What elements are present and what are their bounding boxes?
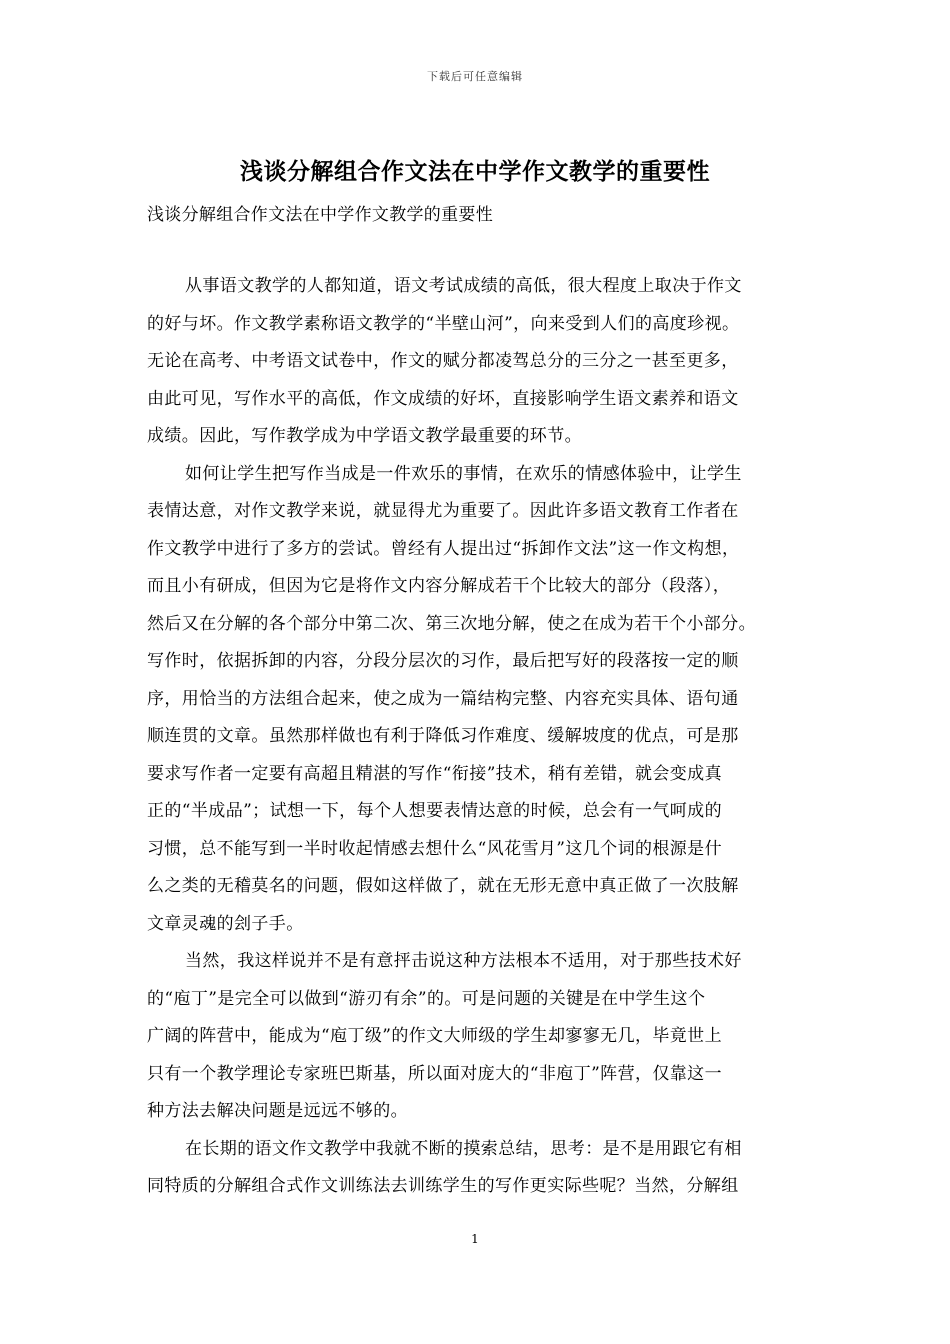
document-subtitle: 浅谈分解组合作文法在中学作文教学的重要性 bbox=[147, 205, 493, 225]
text-line: 当然，我这样说并不是有意抨击说这种方法根本不适用，对于那些技术好 bbox=[185, 951, 742, 971]
text-line: 正的“半成品”；试想一下，每个人想要表情达意的时候，总会有一气呵成的 bbox=[147, 801, 722, 821]
document-title: 浅谈分解组合作文法在中学作文教学的重要性 bbox=[240, 158, 710, 185]
text-line: 作文教学中进行了多方的尝试。曾经有人提出过“拆卸作文法”这一作文构想， bbox=[147, 538, 740, 559]
text-line: 习惯，总不能写到一半时收起情感去想什么“风花雪月”这几个词的根源是什 bbox=[147, 838, 722, 859]
text-line: 只有一个教学理论专家班巴斯基，所以面对庞大的“非庖丁”阵营，仅靠这一 bbox=[147, 1063, 722, 1084]
text-line: 如何让学生把写作当成是一件欢乐的事情，在欢乐的情感体验中，让学生 bbox=[185, 463, 742, 484]
text-line: 序，用恰当的方法组合起来，使之成为一篇结构完整、内容充实具体、语句通 bbox=[147, 688, 739, 709]
text-line: 同特质的分解组合式作文训练法去训练学生的写作更实际些呢？当然，分解组 bbox=[147, 1176, 739, 1196]
text-line: 顺连贯的文章。虽然那样做也有利于降低习作难度、缓解坡度的优点，可是那 bbox=[147, 726, 739, 746]
text-line: 么之类的无稽莫名的问题，假如这样做了，就在无形无意中真正做了一次肢解 bbox=[147, 876, 739, 896]
text-line: 而且小有研成，但因为它是将作文内容分解成若干个比较大的部分（段落）， bbox=[147, 576, 731, 596]
body-text bbox=[147, 268, 809, 1206]
page-header: 下载后可任意编辑 bbox=[427, 70, 523, 83]
text-line: 文章灵魂的刽子手。 bbox=[147, 913, 304, 934]
text-line: 的“庖丁”是完全可以做到“游刃有余”的。可是问题的关键是在中学生这个 bbox=[147, 988, 706, 1009]
text-line: 由此可见，写作水平的高低，作文成绩的好坏，直接影响学生语文素养和语文 bbox=[147, 388, 739, 409]
text-line: 表情达意，对作文教学来说，就显得尤为重要了。因此许多语文教育工作者在 bbox=[147, 501, 739, 521]
text-line: 要求写作者一定要有高超且精湛的写作“衔接”技术，稍有差错，就会变成真 bbox=[147, 763, 722, 784]
text-line: 从事语文教学的人都知道，语文考试成绩的高低，很大程度上取决于作文 bbox=[185, 276, 742, 296]
text-line: 的好与坏。作文教学素称语文教学的“半壁山河”，向来受到人们的高度珍视。 bbox=[147, 313, 740, 334]
text-line: 成绩。因此，写作教学成为中学语文教学最重要的环节。 bbox=[147, 426, 582, 446]
text-line: 无论在高考、中考语文试卷中，作文的赋分都凌驾总分的三分之一甚至更多， bbox=[147, 351, 739, 371]
text-line: 写作时，依据拆卸的内容，分段分层次的习作，最后把写好的段落按一定的顺 bbox=[147, 651, 739, 671]
text-line: 在长期的语文作文教学中我就不断的摸索总结，思考：是不是用跟它有相 bbox=[185, 1138, 742, 1159]
text-line: 然后又在分解的各个部分中第二次、第三次地分解，使之在成为若干个小部分。 bbox=[147, 613, 756, 634]
text-line: 种方法去解决问题是远远不够的。 bbox=[147, 1101, 408, 1121]
text-line: 广阔的阵营中，能成为“庖丁级”的作文大师级的学生却寥寥无几，毕竟世上 bbox=[147, 1026, 722, 1046]
page-number: 1 bbox=[471, 1232, 479, 1246]
